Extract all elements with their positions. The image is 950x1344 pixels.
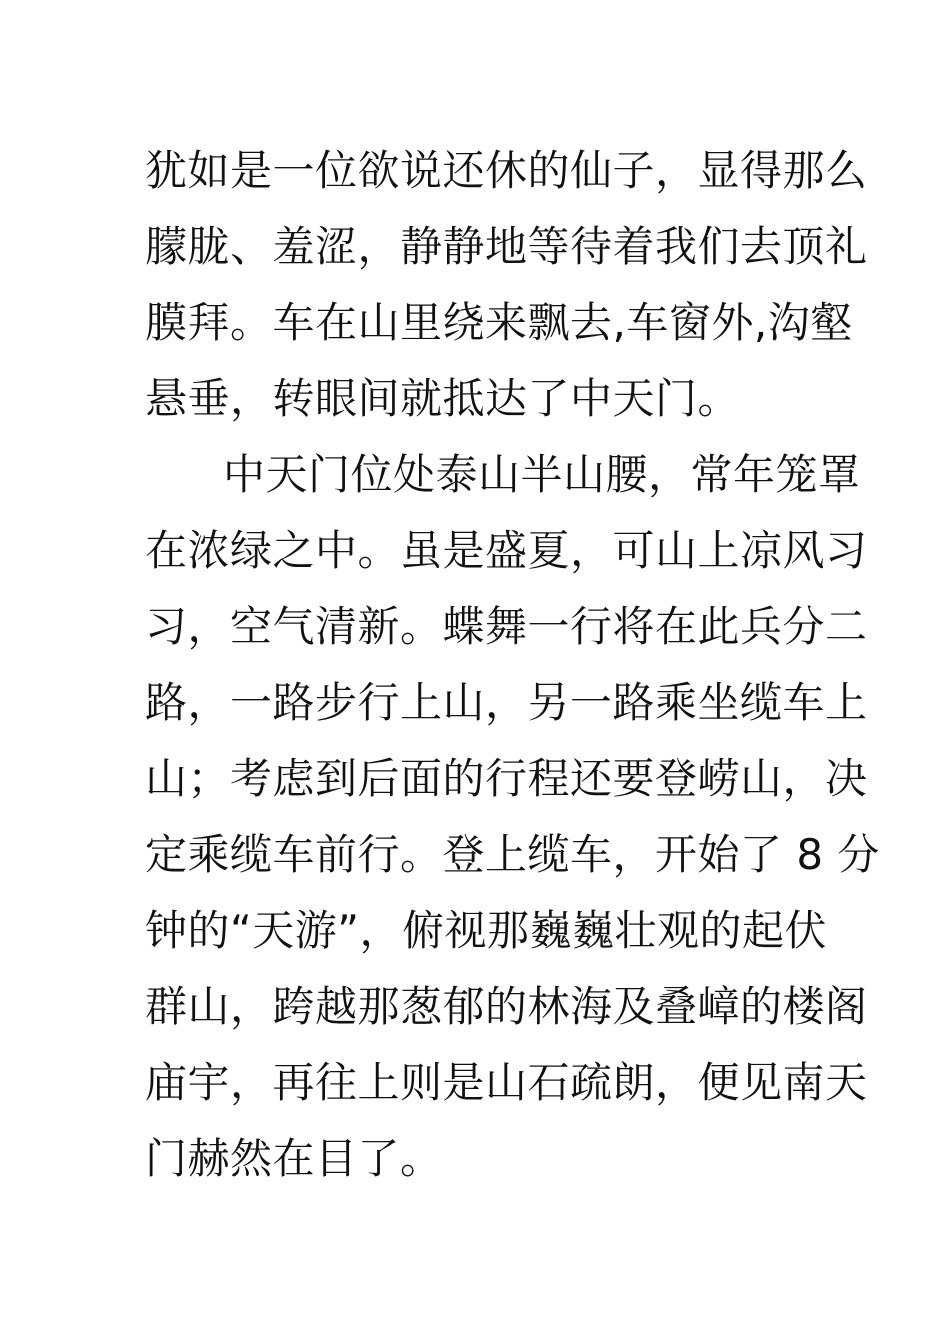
text-line: 习，空气清新。蝶舞一行将在此兵分二	[145, 602, 868, 651]
text-line: 庙宇，再往上则是山石疏朗，便见南天	[145, 1058, 868, 1107]
text-line: 中天门位处泰山半山腰，常年笼罩	[223, 450, 861, 499]
text-line: 门赫然在目了。	[145, 1134, 443, 1183]
text-line: 群山，跨越那葱郁的林海及叠嶂的楼阁	[145, 982, 868, 1031]
text-line: 钟的“天游”，俯视那巍巍壮观的起伏	[145, 906, 828, 955]
text-line: 定乘缆车前行。登上缆车，开始了 8 分	[145, 830, 880, 879]
text-line: 山；考虑到后面的行程还要登崂山，决	[145, 754, 868, 803]
text-line: 路，一路步行上山，另一路乘坐缆车上	[145, 678, 868, 727]
text-line: 膜拜。车在山里绕来飘去,车窗外,沟壑	[145, 298, 853, 347]
body-text	[145, 133, 880, 1197]
text-line: 犹如是一位欲说还休的仙子，显得那么	[145, 146, 868, 195]
text-line: 悬垂，转眼间就抵达了中天门。	[145, 374, 741, 423]
text-line: 在浓绿之中。虽是盛夏，可山上凉风习	[145, 526, 868, 575]
paragraph-1	[145, 133, 868, 437]
paragraph-2	[145, 437, 880, 1197]
text-line: 朦胧、羞涩，静静地等待着我们去顶礼	[145, 222, 868, 271]
